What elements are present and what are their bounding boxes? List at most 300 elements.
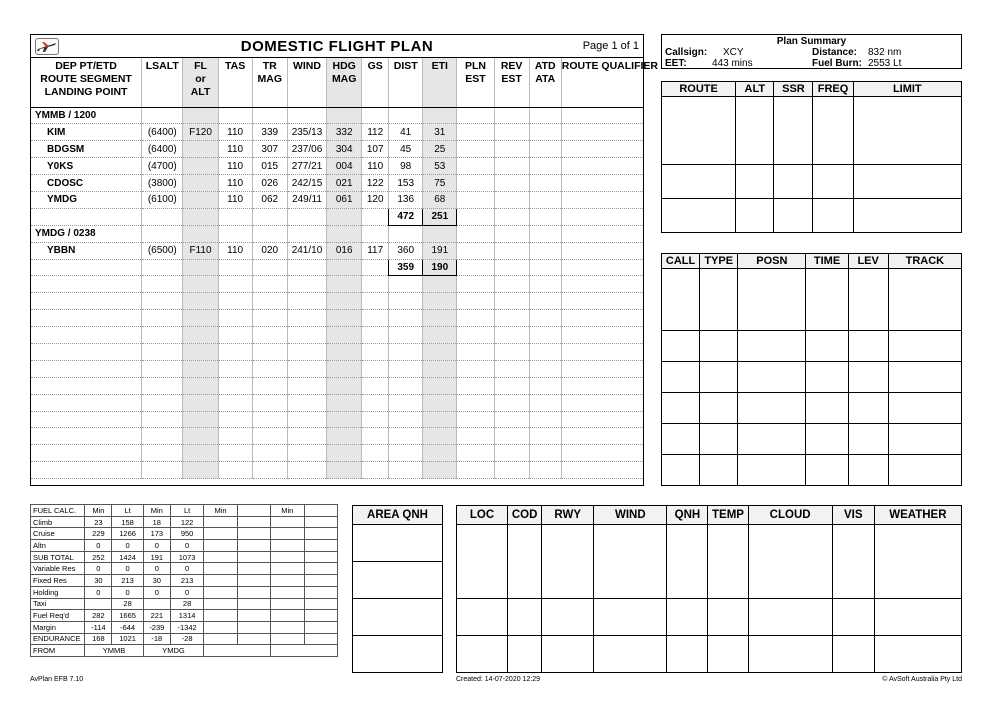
cell: [142, 462, 183, 479]
fuel-value: [237, 540, 270, 552]
cell: [142, 327, 183, 344]
cell: [142, 411, 183, 428]
cell: [561, 242, 643, 259]
table-row: [31, 310, 643, 327]
cell: [848, 300, 888, 331]
cell: [529, 343, 561, 360]
distance-value: 832 nm: [868, 47, 902, 58]
waypoint-name: CDOSC: [31, 175, 142, 192]
eet-label: EET:: [665, 58, 687, 69]
flight-plan-table: [31, 58, 658, 479]
cell: [806, 362, 848, 393]
fuel-value: [204, 586, 237, 598]
waypoint-name: BDGSM: [31, 141, 142, 158]
table-row: [31, 293, 643, 310]
cell: [813, 165, 853, 199]
table-row: [31, 377, 643, 394]
table-row: [662, 269, 962, 300]
cell: [362, 411, 389, 428]
cell: 31: [423, 124, 457, 141]
cell: [700, 424, 738, 455]
table-row: [31, 411, 643, 428]
cell: [287, 107, 326, 124]
cell: F120: [183, 124, 218, 141]
fuel-value: 229: [85, 528, 112, 540]
fuel-row-label: SUB TOTAL: [31, 551, 85, 563]
cell: [142, 107, 183, 124]
fuel-row: [31, 551, 338, 563]
cell: [183, 107, 218, 124]
cell: [848, 331, 888, 362]
cell: 136: [389, 191, 423, 208]
cell: [142, 293, 183, 310]
fuel-value: 0: [112, 540, 143, 552]
cell: [218, 411, 252, 428]
cell: [218, 445, 252, 462]
cell: [700, 393, 738, 424]
fuel-value: 213: [112, 575, 143, 587]
column-header: WIND: [594, 506, 667, 525]
cell: [389, 225, 423, 242]
cell: 021: [327, 175, 362, 192]
cell: [832, 636, 874, 673]
fuel-value: 30: [85, 575, 112, 587]
cell: [31, 411, 142, 428]
cell: [457, 636, 508, 673]
fuel-row-label: Variable Res: [31, 563, 85, 575]
cell: [848, 362, 888, 393]
fuel-row-label: Margin: [31, 621, 85, 633]
table-row: [31, 276, 643, 293]
cell: [183, 377, 218, 394]
cell: [287, 428, 326, 445]
fuel-value: 158: [112, 516, 143, 528]
route-table: [661, 81, 962, 233]
fuel-header-cell: Lt: [112, 505, 143, 517]
cell: [423, 445, 457, 462]
cell: [362, 445, 389, 462]
cell: [561, 310, 643, 327]
cell: [252, 293, 287, 310]
from-label: FROM: [31, 645, 85, 657]
fuel-value: 0: [170, 540, 203, 552]
fuel-row: [31, 516, 338, 528]
cell: [183, 158, 218, 175]
cell: [494, 225, 529, 242]
cell: [708, 562, 748, 599]
column-header: ETI: [423, 58, 457, 107]
cell: [667, 636, 708, 673]
cell: 110: [218, 158, 252, 175]
fuel-value: [271, 586, 304, 598]
column-header: QNH: [667, 506, 708, 525]
fuel-value: [204, 621, 237, 633]
fuel-header-cell: Lt: [170, 505, 203, 517]
cell: [183, 259, 218, 276]
cell: [888, 455, 961, 486]
cell: [362, 428, 389, 445]
fuel-row: [31, 633, 338, 645]
table-row: [457, 562, 962, 599]
cell: [853, 165, 961, 199]
fuel-from-row: [31, 645, 338, 657]
cell: [362, 360, 389, 377]
cell: [287, 225, 326, 242]
cell: [389, 462, 423, 479]
app-version: AvPlan EFB 7.10: [30, 676, 84, 683]
cell: 110: [218, 124, 252, 141]
column-header: WEATHER: [874, 506, 961, 525]
cell: 004: [327, 158, 362, 175]
cell: [252, 225, 287, 242]
column-header: WIND: [287, 58, 326, 107]
cell: [457, 343, 494, 360]
cell: [389, 428, 423, 445]
cell: [561, 276, 643, 293]
cell: [561, 411, 643, 428]
fuel-row: [31, 540, 338, 552]
cell: [561, 259, 643, 276]
cell: [287, 462, 326, 479]
cell: [561, 462, 643, 479]
cell: [561, 141, 643, 158]
cell: [806, 424, 848, 455]
cell: [218, 310, 252, 327]
cell: [218, 343, 252, 360]
cell: [252, 377, 287, 394]
cell: [457, 525, 508, 562]
cell: [457, 394, 494, 411]
fuel-value: [237, 610, 270, 622]
cell: [252, 208, 287, 225]
cell: [561, 107, 643, 124]
cell: [218, 259, 252, 276]
cell: 122: [362, 175, 389, 192]
cell: [736, 97, 774, 131]
cell: [813, 199, 853, 233]
cell: [142, 394, 183, 411]
table-row: [662, 97, 962, 131]
cell: [494, 310, 529, 327]
weather-table: [456, 505, 962, 673]
cell: [142, 377, 183, 394]
cell: [561, 158, 643, 175]
fuel-row-label: Fuel Req'd: [31, 610, 85, 622]
cell: [457, 141, 494, 158]
column-header: FREQ: [813, 82, 853, 97]
cell: [738, 269, 806, 300]
cell: [362, 310, 389, 327]
cell: 68: [423, 191, 457, 208]
cell: [142, 225, 183, 242]
cell: [457, 445, 494, 462]
column-header: HDG MAG: [327, 58, 362, 107]
cell: [423, 343, 457, 360]
cell: [457, 599, 508, 636]
cell: [287, 293, 326, 310]
cell: [142, 310, 183, 327]
cell: [667, 525, 708, 562]
cell: [662, 131, 736, 165]
cell: [362, 293, 389, 310]
cell: [494, 158, 529, 175]
fuel-value: 1073: [170, 551, 203, 563]
cell: [708, 525, 748, 562]
cell: [508, 562, 542, 599]
cell: [662, 199, 736, 233]
column-header: LSALT: [142, 58, 183, 107]
table-row: [457, 525, 962, 562]
cell: [888, 300, 961, 331]
cell: [389, 310, 423, 327]
cell: [457, 462, 494, 479]
fuel-row-label: ENDURANCE: [31, 633, 85, 645]
cell: 153: [389, 175, 423, 192]
fuel-value: [271, 540, 304, 552]
column-header: VIS: [832, 506, 874, 525]
fuel-value: [304, 610, 337, 622]
cell: [287, 310, 326, 327]
fuel-burn-value: 2553 Lt: [868, 58, 902, 69]
cell: [142, 360, 183, 377]
cell: [287, 411, 326, 428]
cell: [31, 327, 142, 344]
cell: [457, 562, 508, 599]
cell: [561, 445, 643, 462]
cell: [529, 259, 561, 276]
cell: 360: [389, 242, 423, 259]
column-header: LOC: [457, 506, 508, 525]
fuel-header-cell: Min: [271, 505, 304, 517]
table-row: [31, 327, 643, 344]
fuel-value: 28: [112, 598, 143, 610]
cell: 110: [218, 191, 252, 208]
cell: [327, 293, 362, 310]
table-row: [662, 165, 962, 199]
fuel-header-row: [31, 505, 338, 517]
cell: [183, 191, 218, 208]
column-header: PLN EST: [457, 58, 494, 107]
cell: [494, 276, 529, 293]
cell: [218, 428, 252, 445]
fuel-value: 28: [170, 598, 203, 610]
cell: [31, 310, 142, 327]
cell: [327, 428, 362, 445]
from-value: YMMB: [85, 645, 143, 657]
cell: [31, 360, 142, 377]
cell: [494, 175, 529, 192]
fuel-value: 1424: [112, 551, 143, 563]
fuel-value: 0: [170, 563, 203, 575]
fuel-value: [204, 598, 237, 610]
fuel-value: [304, 586, 337, 598]
cell: [529, 360, 561, 377]
cell: [561, 293, 643, 310]
table-row: [662, 131, 962, 165]
cell: [667, 562, 708, 599]
fuel-value: 0: [170, 586, 203, 598]
column-header: DEP PT/ETD ROUTE SEGMENT LANDING POINT: [31, 58, 142, 107]
flight-plan-header-row: [31, 58, 643, 107]
cell: [327, 411, 362, 428]
eet-value: 443 mins: [712, 58, 753, 69]
cell: [183, 310, 218, 327]
cell: [183, 428, 218, 445]
cell: [31, 445, 142, 462]
total-eti: 251: [423, 208, 457, 225]
cell: [813, 131, 853, 165]
cell: [31, 208, 142, 225]
fuel-value: 213: [170, 575, 203, 587]
fuel-value: [271, 575, 304, 587]
cell: [457, 377, 494, 394]
column-header: COD: [508, 506, 542, 525]
fuel-value: 252: [85, 551, 112, 563]
cell: [806, 455, 848, 486]
table-row: [31, 394, 643, 411]
cell: [662, 97, 736, 131]
cell: 98: [389, 158, 423, 175]
cell: [832, 599, 874, 636]
cell: [218, 208, 252, 225]
cell: [389, 394, 423, 411]
cell: [423, 107, 457, 124]
cell: [494, 242, 529, 259]
cell: [423, 293, 457, 310]
plan-summary-title: Plan Summary: [776, 36, 847, 47]
weather-header-row: [457, 506, 962, 525]
fuel-value: [204, 516, 237, 528]
cell: [494, 360, 529, 377]
cell: [457, 276, 494, 293]
traffic-table: [661, 253, 962, 486]
fuel-value: [204, 540, 237, 552]
cell: [183, 141, 218, 158]
cell: [218, 276, 252, 293]
cell: [594, 599, 667, 636]
waypoint-name: Y0KS: [31, 158, 142, 175]
cell: [183, 225, 218, 242]
table-row: [31, 428, 643, 445]
cell: [561, 343, 643, 360]
table-row: [31, 158, 643, 175]
fuel-value: 0: [85, 563, 112, 575]
cell: [662, 331, 700, 362]
table-row: [31, 259, 643, 276]
cell: [700, 362, 738, 393]
cell: [662, 300, 700, 331]
cell: [362, 225, 389, 242]
cell: [287, 327, 326, 344]
fuel-value: [204, 633, 237, 645]
cell: [529, 158, 561, 175]
fuel-value: [304, 563, 337, 575]
cell: [874, 562, 961, 599]
fuel-burn-label: Fuel Burn:: [812, 58, 862, 69]
fuel-value: -239: [143, 621, 170, 633]
column-header: TIME: [806, 254, 848, 269]
fuel-value: 122: [170, 516, 203, 528]
fuel-value: [304, 551, 337, 563]
table-row: [31, 208, 643, 225]
cell: [529, 107, 561, 124]
fuel-row-label: Cruise: [31, 528, 85, 540]
cell: [252, 259, 287, 276]
cell: [218, 462, 252, 479]
column-header: ALT: [736, 82, 774, 97]
cell: [183, 360, 218, 377]
cell: [529, 377, 561, 394]
fuel-header-cell: Min: [85, 505, 112, 517]
cell: [594, 525, 667, 562]
traffic-header-row: [662, 254, 962, 269]
cell: [813, 97, 853, 131]
cell: [183, 208, 218, 225]
cell: [423, 225, 457, 242]
cell: 020: [252, 242, 287, 259]
cell: [362, 343, 389, 360]
column-header: DIST: [389, 58, 423, 107]
table-row: [31, 360, 643, 377]
fuel-value: -644: [112, 621, 143, 633]
fuel-value: [271, 610, 304, 622]
fuel-value: -18: [143, 633, 170, 645]
cell: [662, 165, 736, 199]
cell: 304: [327, 141, 362, 158]
fuel-row: [31, 598, 338, 610]
cell: [183, 175, 218, 192]
flight-plan-title: DOMESTIC FLIGHT PLAN: [240, 38, 434, 55]
table-row: [31, 225, 643, 242]
total-distance: 359: [389, 259, 423, 276]
fuel-row-label: Altn: [31, 540, 85, 552]
cell: 242/15: [287, 175, 326, 192]
cell: [327, 225, 362, 242]
fuel-value: [237, 633, 270, 645]
cell: [31, 343, 142, 360]
cell: [494, 259, 529, 276]
cell: 249/11: [287, 191, 326, 208]
cell: [31, 259, 142, 276]
fuel-row: [31, 563, 338, 575]
fuel-value: [143, 598, 170, 610]
cell: (6500): [142, 242, 183, 259]
fuel-value: [271, 516, 304, 528]
cell: 332: [327, 124, 362, 141]
cell: 110: [218, 242, 252, 259]
from-value: [204, 645, 271, 657]
cell: [848, 455, 888, 486]
cell: [774, 97, 813, 131]
fuel-value: 1266: [112, 528, 143, 540]
cell: [252, 394, 287, 411]
cell: [389, 445, 423, 462]
cell: [738, 455, 806, 486]
cell: [529, 428, 561, 445]
fuel-value: [304, 633, 337, 645]
fuel-header-cell: Min: [143, 505, 170, 517]
cell: 107: [362, 141, 389, 158]
fuel-value: [85, 598, 112, 610]
fuel-value: 0: [112, 563, 143, 575]
cell: [494, 411, 529, 428]
cell: [708, 599, 748, 636]
cell: [774, 199, 813, 233]
cell: [700, 455, 738, 486]
cell: [874, 599, 961, 636]
fuel-value: [237, 598, 270, 610]
from-value: YMDG: [143, 645, 204, 657]
